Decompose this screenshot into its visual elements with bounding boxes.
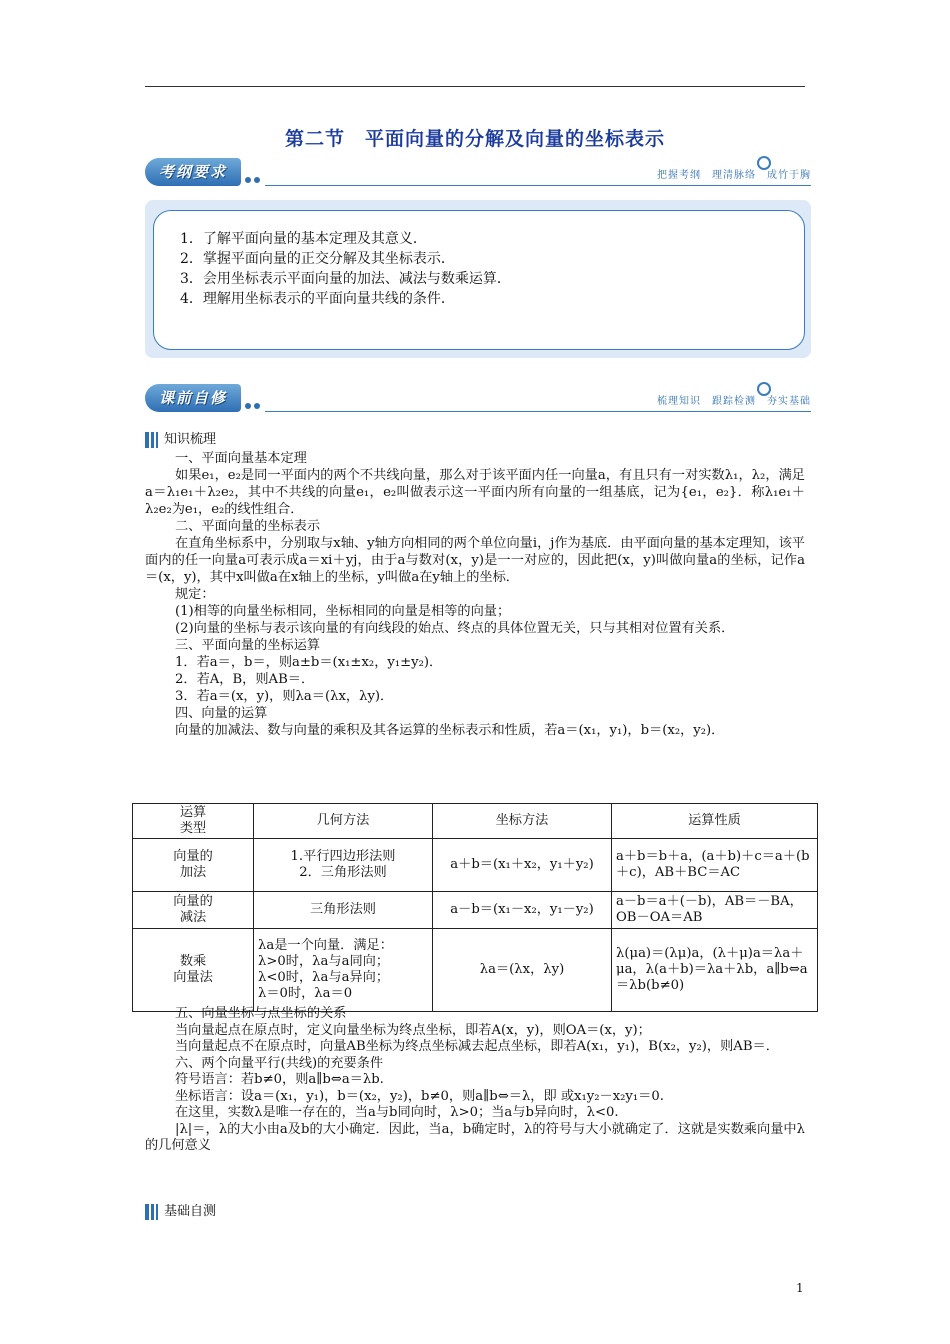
header-rule — [145, 86, 805, 87]
paragraph: 在这里，实数λ是唯一存在的，当a与b同向时，λ>0；当a与b异向时，λ<0. — [175, 1105, 619, 1120]
paragraph: 向量的加减法、数与向量的乘积及其各运算的坐标表示和性质，若a＝(x₁，y₁)，b＝(x₂，y₂)． — [175, 723, 725, 738]
heading-line: 五、向量坐标与点坐标的关系 — [175, 1006, 347, 1021]
relations-body — [145, 1006, 805, 1155]
banner-subtitle: 把握考纲 理清脉络 成竹于胸 — [657, 170, 811, 181]
table-cell: a－b＝(x₁－x₂，y₁－y₂) — [433, 892, 612, 929]
bars-icon — [145, 1204, 160, 1220]
paragraph: 坐标语言：设a＝(x₁，y₁)，b＝(x₂，y₂)，b≠0，则a∥b⇔＝λ，即 或x₁y₂－x₂y₁＝0. — [175, 1088, 664, 1104]
paragraph: 1．若a＝，b＝，则a±b＝(x₁±x₂，y₁±y₂)． — [175, 655, 443, 670]
table-cell: λ(μa)＝(λμ)a，(λ＋μ)a＝λa＋μa，λ(a＋b)＝λa＋λb，a∥b⇔a＝λb(b≠0) — [612, 929, 818, 1012]
operations-table — [132, 803, 818, 1012]
table-cell: 1.平行四边形法则 2．三角形法则 — [254, 839, 433, 892]
requirements-frame — [153, 210, 805, 350]
paragraph: 2．若A，B，则AB＝． — [175, 672, 315, 687]
table-header-row — [133, 804, 818, 839]
table-header: 运算 类型 — [133, 804, 254, 839]
page-number: 1 — [796, 1281, 804, 1295]
table-cell: 向量的 加法 — [133, 839, 254, 892]
section-heading-knowledge: 知识梳理 — [145, 428, 216, 448]
bars-icon — [145, 432, 160, 448]
requirement-item: 2．掌握平面向量的正交分解及其坐标表示． — [180, 251, 455, 267]
banner-dots — [245, 168, 263, 187]
knowledge-body — [145, 450, 805, 739]
requirement-item: 1．了解平面向量的基本定理及其意义． — [180, 231, 427, 247]
requirements-box — [145, 200, 811, 358]
requirement-item: 3．会用坐标表示平面向量的加法、减法与数乘运算． — [180, 271, 511, 287]
table-header: 几何方法 — [254, 804, 433, 839]
paragraph: (2)向量的坐标与表示该向量的有向线段的始点、终点的具体位置无关，只与其相对位置有关系． — [175, 621, 735, 636]
heading-line: 三、平面向量的坐标运算 — [175, 638, 321, 653]
heading-line: 四、向量的运算 — [175, 706, 268, 721]
table-cell: 三角形法则 — [254, 892, 433, 929]
paragraph: 3．若a＝(x，y)，则λa＝(λx，λy)． — [175, 689, 394, 704]
table-cell: a＋b＝b＋a，(a＋b)＋c＝a＋(b＋c)，AB＋BC＝AC — [612, 839, 818, 892]
table-header: 坐标方法 — [433, 804, 612, 839]
banner-tag: 课前自修 — [145, 384, 241, 412]
requirement-item: 4．理解用坐标表示的平面向量共线的条件． — [180, 291, 455, 307]
page-title: 第二节 平面向量的分解及向量的坐标表示 — [284, 128, 665, 150]
paragraph: 如果e₁，e₂是同一平面内的两个不共线向量，那么对于该平面内任一向量a，有且只有一对实数λ₁，λ₂，满足a＝λ₁e₁＋λ₂e₂，其中不共线的向量e₁，e₂叫做表示这一平面内所有向量的一组基底，记为{e₁，e₂}．称λ₁e₁＋λ₂e₂为e₁，e₂的线性组合． — [145, 468, 805, 517]
self-study-banner — [145, 384, 811, 414]
table-row — [133, 839, 818, 892]
banner-line — [265, 411, 811, 412]
table-cell: λa＝(λx，λy) — [433, 929, 612, 1012]
paragraph: |λ|＝，λ的大小由a及b的大小确定．因此，当a，b确定时，λ的符号与大小就确定了．这就是实数乘向量中λ的几何意义 — [145, 1121, 805, 1153]
table-header: 运算性质 — [612, 804, 818, 839]
paragraph: (1)相等的向量坐标相同，坐标相同的向量是相等的向量； — [175, 604, 511, 619]
heading-line: 六、两个向量平行(共线)的充要条件 — [175, 1055, 384, 1071]
table-cell: a＋b＝(x₁＋x₂，y₁＋y₂) — [433, 839, 612, 892]
table-cell: 数乘 向量法 — [133, 929, 254, 1012]
paragraph: 符号语言：若b≠0，则a∥b⇔a＝λb. — [175, 1072, 384, 1087]
banner-subtitle: 梳理知识 跟踪检测 夯实基础 — [657, 396, 811, 407]
paragraph: 规定： — [175, 587, 215, 602]
table-row — [133, 929, 818, 1012]
table-cell: a－b＝a＋(－b)，AB＝－BA，OB－OA＝AB — [612, 892, 818, 929]
exam-requirements-banner — [145, 158, 811, 188]
banner-tag: 考纲要求 — [145, 158, 241, 186]
table-cell: λa是一个向量．满足： λ>0时，λa与a同向； λ<0时，λa与a异向； λ＝0时，λa＝0 — [254, 929, 433, 1012]
table-cell: 向量的 减法 — [133, 892, 254, 929]
section-heading-selftest: 基础自测 — [145, 1200, 216, 1220]
heading-line: 一、平面向量基本定理 — [175, 451, 307, 466]
paragraph: 当向量起点不在原点时，向量AB坐标为终点坐标减去起点坐标，即若A(x₁，y₁)，B(x₂，y₂)，则AB＝． — [175, 1039, 779, 1054]
paragraph: 在直角坐标系中，分别取与x轴、y轴方向相同的两个单位向量i，j作为基底．由平面向量的基本定理知，该平面内的任一向量a可表示成a＝xi＋yj，由于a与数对(x，y)是一一对应的，因此把(x，y)叫做向量a的坐标，记作a＝(x，y)，其中x叫做a在x轴上的坐标，y叫做a在y轴上的坐标． — [145, 536, 805, 585]
requirements-list — [180, 229, 511, 309]
banner-dots — [245, 394, 263, 413]
paragraph: 当向量起点在原点时，定义向量坐标为终点坐标，即若A(x，y)，则OA＝(x，y)； — [175, 1022, 651, 1038]
heading-line: 二、平面向量的坐标表示 — [175, 519, 321, 534]
banner-line — [265, 185, 811, 186]
table-row — [133, 892, 818, 929]
